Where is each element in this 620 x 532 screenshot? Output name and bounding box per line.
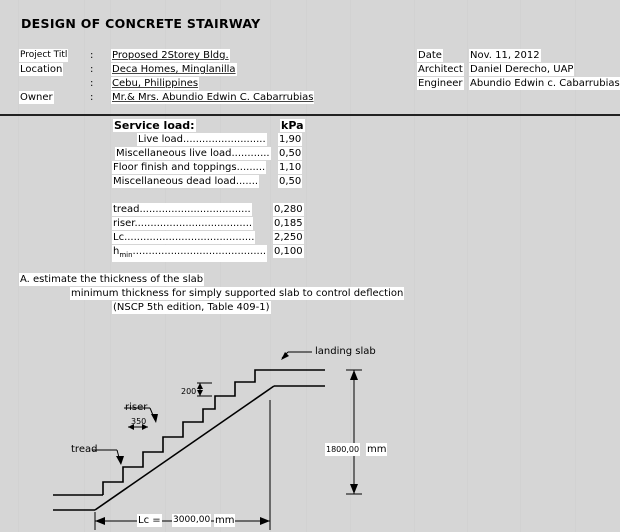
section-a-title[interactable]: A. estimate the thickness of the slab — [20, 274, 204, 285]
dim-value[interactable]: 0,100 — [274, 246, 303, 257]
engineer-value[interactable]: Abundio Edwin c. Cabarrubias — [470, 78, 620, 89]
load-value[interactable]: 1,90 — [279, 134, 302, 145]
landing-slab-label: landing slab — [315, 346, 376, 357]
load-unit-header[interactable]: kPa — [281, 119, 304, 132]
project-title-value[interactable]: Proposed 2Storey Bldg. — [112, 50, 229, 61]
project-title-label[interactable]: Project Titl — [20, 50, 68, 60]
colon: : — [90, 50, 94, 61]
service-load-heading[interactable]: Service load: — [114, 119, 195, 132]
load-label[interactable]: Miscellaneous dead load....... — [113, 176, 259, 187]
dim-label[interactable]: $h_{min}$.......................................... — [112, 245, 267, 262]
dim-value[interactable]: 2,250 — [274, 232, 303, 243]
dim-value[interactable]: 0,280 — [274, 204, 303, 215]
dim-value[interactable]: 0,185 — [274, 218, 303, 229]
location-value-2[interactable]: Cebu, Philippines — [112, 78, 199, 89]
load-value[interactable]: 1,10 — [279, 162, 302, 173]
location-label[interactable]: Location — [20, 64, 63, 75]
load-value[interactable]: 0,50 — [279, 176, 302, 187]
height-unit[interactable]: mm — [367, 444, 387, 455]
page-title[interactable]: DESIGN OF CONCRETE STAIRWAY — [21, 16, 261, 31]
owner-value[interactable]: Mr.& Mrs. Abundio Edwin C. Cabarrubias — [112, 92, 314, 103]
date-value[interactable]: Nov. 11, 2012 — [470, 50, 540, 61]
lc-value[interactable]: 3000,00 — [173, 515, 211, 525]
tread-label: tread — [71, 444, 98, 455]
load-label[interactable]: Miscellaneous live load............ — [116, 148, 270, 159]
colon: : — [90, 78, 94, 89]
lc-label[interactable]: Lc = — [138, 515, 161, 526]
load-label[interactable]: Floor finish and toppings......... — [113, 162, 266, 173]
height-value[interactable]: 1800,00 — [326, 445, 360, 454]
stair-soffit — [95, 386, 274, 510]
riser-label: riser — [125, 402, 148, 413]
lc-unit[interactable]: mm — [215, 515, 235, 526]
date-label[interactable]: Date — [418, 50, 442, 61]
tread-dim-label: 350 — [131, 417, 147, 426]
load-value[interactable]: 0,50 — [279, 148, 302, 159]
colon: : — [90, 92, 94, 103]
engineer-label[interactable]: Engineer — [418, 78, 463, 89]
owner-label[interactable]: Owner — [20, 92, 53, 103]
section-a-line1[interactable]: minimum thickness for simply supported slab to control deflection — [71, 288, 404, 299]
riser-dim-label: 200 — [181, 387, 197, 396]
architect-label[interactable]: Architect — [418, 64, 463, 75]
load-label[interactable]: Live load.......................... — [138, 134, 266, 145]
section-a-line2[interactable]: (NSCP 5th edition, Table 409-1) — [113, 302, 270, 313]
dim-label[interactable]: Lc......................................... — [113, 232, 255, 243]
dim-label[interactable]: riser..................................... — [113, 218, 253, 229]
dim-label[interactable]: tread................................... — [113, 204, 251, 215]
colon: : — [90, 64, 94, 75]
architect-value[interactable]: Daniel Derecho, UAP — [470, 64, 574, 75]
location-value[interactable]: Deca Homes, Minglanilla — [112, 64, 236, 75]
